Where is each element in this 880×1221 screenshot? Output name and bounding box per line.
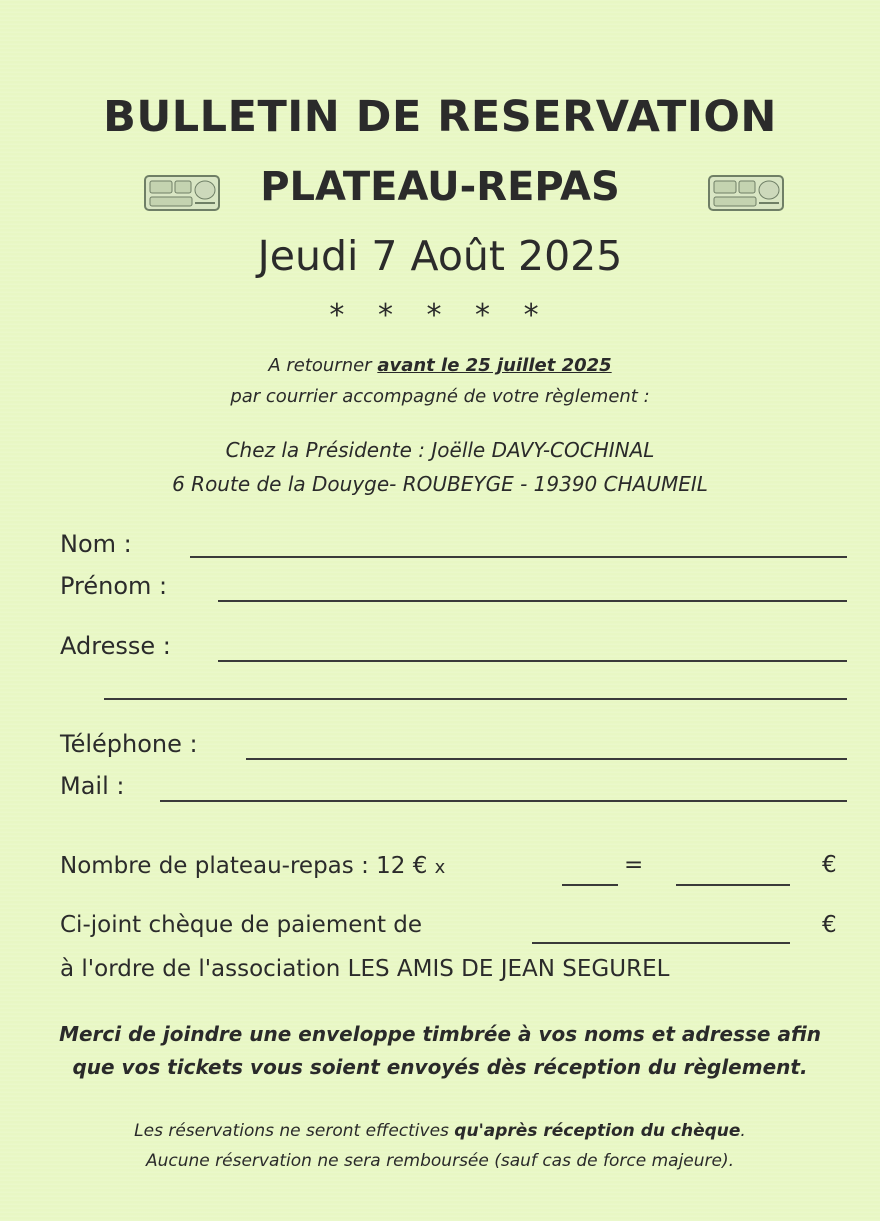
footer-effective (0, 1121, 880, 1141)
cheque-label: Ci-joint chèque de paiement de (60, 912, 423, 938)
equals-sign: = (624, 852, 644, 878)
title-plateau-repas: PLATEAU-REPAS (260, 164, 620, 210)
footer-effective-prefix: Les réservations ne seront effectives (134, 1121, 449, 1141)
prenom-field[interactable] (218, 600, 847, 602)
envelope-note-line1: Merci de joindre une enveloppe timbrée à vos noms et adresse afin (59, 1022, 821, 1046)
adresse-field-line2[interactable] (104, 698, 847, 700)
nom-field[interactable] (190, 556, 847, 558)
return-deadline (0, 355, 880, 376)
return-prefix: A retourner (268, 355, 372, 376)
telephone-label: Téléphone : (60, 730, 198, 758)
return-instructions: par courrier accompagné de votre règlement : (230, 386, 650, 407)
president-address: 6 Route de la Douyge- ROUBEYGE - 19390 CHAUMEIL (172, 472, 708, 496)
return-deadline-date: avant le 25 juillet 2025 (377, 355, 612, 376)
footer-effective-bold: qu'après réception du chèque (454, 1121, 741, 1141)
total-field[interactable] (676, 884, 790, 886)
meal-tray-icon (707, 170, 785, 214)
envelope-note-line2: que vos tickets vous soient envoyés dès réception du règlement. (72, 1055, 808, 1079)
nom-label: Nom : (60, 530, 132, 558)
telephone-field[interactable] (246, 758, 847, 760)
times-sign: x (434, 857, 446, 878)
title-bulletin: BULLETIN DE RESERVATION (103, 92, 777, 142)
quantity-label (60, 853, 445, 879)
payee-line: à l'ordre de l'association LES AMIS DE JEAN SEGUREL (60, 956, 670, 982)
adresse-label: Adresse : (60, 632, 171, 660)
adresse-field-line1[interactable] (218, 660, 847, 662)
euro-sign-cheque: € (822, 912, 837, 938)
cheque-amount-field[interactable] (532, 942, 790, 944)
prenom-label: Prénom : (60, 572, 168, 600)
quantity-label-text: Nombre de plateau-repas : 12 € (60, 853, 428, 879)
event-date: Jeudi 7 Août 2025 (257, 232, 623, 280)
quantity-field[interactable] (562, 884, 618, 886)
stars-divider: * * * * * (329, 298, 551, 333)
mail-label: Mail : (60, 772, 125, 800)
footer-refund: Aucune réservation ne sera remboursée (sauf cas de force majeure). (145, 1151, 735, 1171)
mail-field[interactable] (160, 800, 847, 802)
president-name: Chez la Présidente : Joëlle DAVY-COCHINAL (225, 438, 655, 462)
euro-sign-total: € (822, 852, 837, 878)
footer-effective-suffix: . (740, 1121, 746, 1141)
